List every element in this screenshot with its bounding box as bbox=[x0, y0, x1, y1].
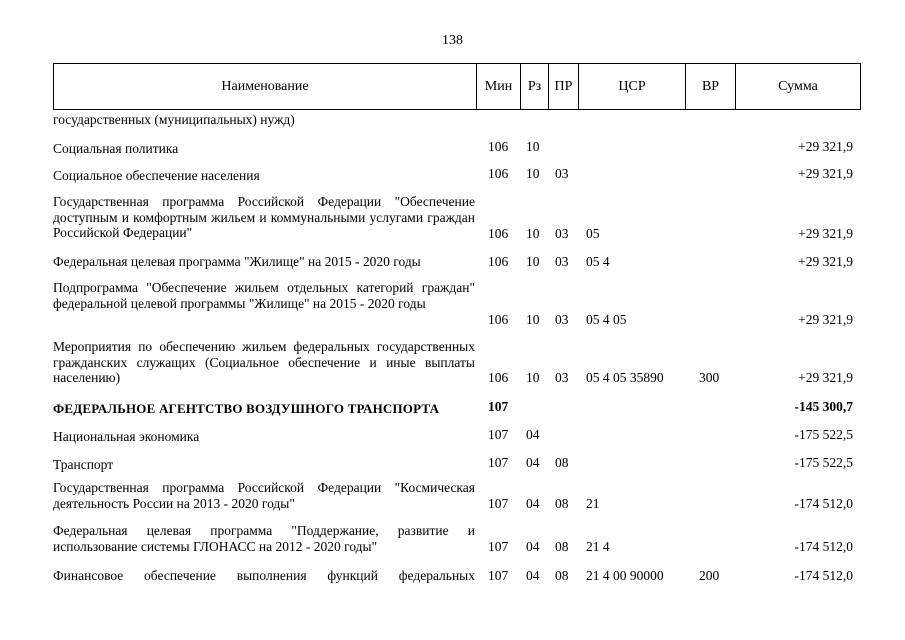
row-min: 107 bbox=[488, 539, 509, 554]
row-min: 107 bbox=[488, 496, 509, 511]
row-rz: 04 bbox=[526, 496, 540, 511]
row-rz: 04 bbox=[526, 568, 540, 583]
row-sum: -175 522,5 bbox=[794, 427, 853, 442]
row-rz: 10 bbox=[526, 312, 540, 327]
row-csr: 21 4 bbox=[586, 539, 610, 554]
row-csr: 05 4 bbox=[586, 254, 610, 269]
row-name: Социальная политика bbox=[53, 141, 179, 156]
row-sum: -174 512,0 bbox=[794, 568, 853, 583]
row-sum: +29 321,9 bbox=[798, 166, 853, 181]
row-min: 106 bbox=[488, 139, 509, 154]
row-sum: +29 321,9 bbox=[798, 254, 853, 269]
row-pr: 08 bbox=[555, 455, 569, 470]
row-pr: 08 bbox=[555, 568, 569, 583]
row-sum: -174 512,0 bbox=[794, 496, 853, 511]
table-header bbox=[53, 63, 861, 110]
row-min: 106 bbox=[488, 166, 509, 181]
row-min: 106 bbox=[488, 312, 509, 327]
row-sum: -174 512,0 bbox=[794, 539, 853, 554]
row-name: Транспорт bbox=[53, 457, 114, 472]
row-min: 107 bbox=[488, 427, 509, 442]
row-pr: 03 bbox=[555, 226, 569, 241]
row-min: 106 bbox=[488, 254, 509, 269]
header-rz: Рз bbox=[520, 64, 548, 109]
row-min: 107 bbox=[488, 455, 509, 470]
row-csr: 21 bbox=[586, 496, 600, 511]
row-pr: 03 bbox=[555, 370, 569, 385]
row-rz: 10 bbox=[526, 166, 540, 181]
row-name: ФЕДЕРАЛЬНОЕ АГЕНТСТВО ВОЗДУШНОГО ТРАНСПОРТА bbox=[53, 401, 440, 416]
row-pr: 08 bbox=[555, 539, 569, 554]
row-sum: -175 522,5 bbox=[794, 455, 853, 470]
row-rz: 04 bbox=[526, 455, 540, 470]
row-min: 107 bbox=[488, 399, 509, 414]
row-name: государственных (муниципальных) нужд) bbox=[53, 112, 295, 127]
row-min: 106 bbox=[488, 226, 509, 241]
header-name: Наименование bbox=[221, 78, 309, 94]
row-csr: 05 bbox=[586, 226, 600, 241]
row-sum: +29 321,9 bbox=[798, 370, 853, 385]
row-name: Подпрограмма "Обеспечение жильем отдельных категорий граждан" федеральной целевой программы "Жилище" на 2015 - 2020 годы bbox=[53, 280, 475, 311]
row-rz: 04 bbox=[526, 427, 540, 442]
row-csr: 05 4 05 35890 bbox=[586, 370, 664, 385]
header-min: Мин bbox=[476, 64, 520, 109]
header-sum: Сумма bbox=[735, 64, 860, 109]
header-pr: ПР bbox=[548, 64, 578, 109]
row-sum: +29 321,9 bbox=[798, 312, 853, 327]
row-rz: 10 bbox=[526, 370, 540, 385]
row-name: Национальная экономика bbox=[53, 429, 200, 444]
row-rz: 10 bbox=[526, 254, 540, 269]
row-vr: 300 bbox=[699, 370, 720, 385]
row-rz: 10 bbox=[526, 226, 540, 241]
header-vr: ВР bbox=[685, 64, 735, 109]
row-min: 106 bbox=[488, 370, 509, 385]
row-csr: 05 4 05 bbox=[586, 312, 627, 327]
row-name: Государственная программа Российской Федерации "Космическая деятельность России на 2013 - 2020 годы" bbox=[53, 480, 475, 511]
row-name: Федеральная целевая программа "Поддержание, развитие и использование системы ГЛОНАСС на 2012 - 2020 годы" bbox=[53, 523, 475, 554]
row-rz: 10 bbox=[526, 139, 540, 154]
row-pr: 08 bbox=[555, 496, 569, 511]
row-name: Федеральная целевая программа "Жилище" на 2015 - 2020 годы bbox=[53, 254, 421, 269]
row-rz: 04 bbox=[526, 539, 540, 554]
row-csr: 21 4 00 90000 bbox=[586, 568, 664, 583]
row-sum: -145 300,7 bbox=[794, 399, 853, 414]
row-name: Мероприятия по обеспечению жильем федеральных государственных гражданских служащих (Социальное обеспечение и иные выплаты населению) bbox=[53, 339, 475, 385]
row-sum: +29 321,9 bbox=[798, 226, 853, 241]
page-number: 138 bbox=[442, 33, 463, 48]
row-pr: 03 bbox=[555, 166, 569, 181]
row-min: 107 bbox=[488, 568, 509, 583]
row-name: Финансовое обеспечение выполнения функций федеральных bbox=[53, 568, 475, 583]
header-csr: ЦСР bbox=[578, 64, 685, 109]
row-pr: 03 bbox=[555, 312, 569, 327]
row-name: Государственная программа Российской Федерации "Обеспечение доступным и комфортным жильем и коммунальными услугами граждан Российской Федерации" bbox=[53, 194, 475, 240]
row-name: Социальное обеспечение населения bbox=[53, 168, 260, 183]
row-sum: +29 321,9 bbox=[798, 139, 853, 154]
row-vr: 200 bbox=[699, 568, 720, 583]
row-pr: 03 bbox=[555, 254, 569, 269]
